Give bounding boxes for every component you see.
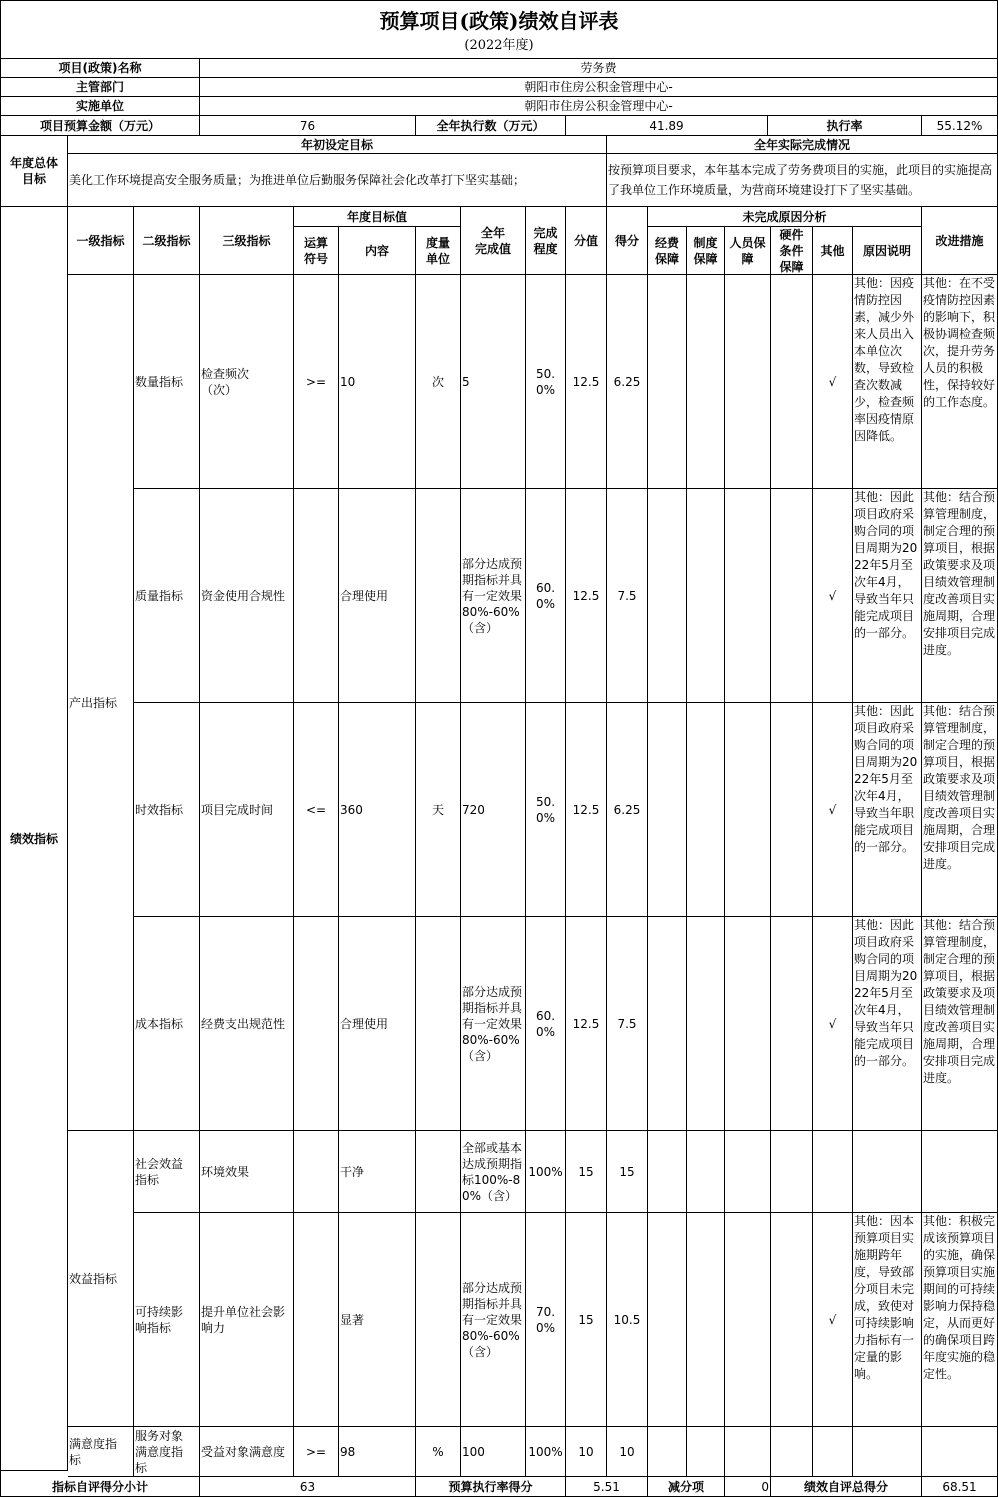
unit-value: 朝阳市住房公积金管理中心-	[200, 97, 998, 116]
score-cell: 12.5	[566, 275, 607, 489]
reason-staff-cell	[725, 917, 771, 1131]
reason-system-cell	[687, 1213, 725, 1427]
level3-cell: 环境效果	[200, 1131, 294, 1213]
actual-goal-header: 全年实际完成情况	[607, 136, 998, 154]
reason-other-cell: √	[813, 917, 853, 1131]
reason-hardware-cell	[771, 489, 813, 703]
deduct-value: 0	[725, 1477, 771, 1497]
page-title: 预算项目(政策)绩效自评表	[1, 1, 998, 41]
reason-funding-cell	[648, 489, 687, 703]
reason-hardware-header: 硬件 条件 保障	[771, 227, 813, 275]
op-cell	[294, 1213, 339, 1427]
completion-cell: 50.0%	[526, 703, 566, 917]
reason-staff-cell	[725, 1427, 771, 1477]
level3-cell: 受益对象满意度	[200, 1427, 294, 1477]
reason-hardware-cell	[771, 275, 813, 489]
unit-cell	[416, 1131, 461, 1213]
reason-note-cell: 其他：因本预算项目实施期跨年度，导致部分项目未完成，致使对可持续影响力指标有一定量的影响。	[853, 1213, 922, 1427]
level2-cell: 可持续影 响指标	[134, 1213, 200, 1427]
exec-value: 41.89	[566, 116, 768, 136]
op-cell	[294, 1131, 339, 1213]
reason-hardware-cell	[771, 1131, 813, 1213]
budget-value: 76	[200, 116, 416, 136]
op-cell: <=	[294, 703, 339, 917]
score-cell: 12.5	[566, 917, 607, 1131]
unit-cell	[416, 1213, 461, 1427]
reason-hardware-cell	[771, 703, 813, 917]
reason-note-cell: 其他：因此项目政府采购合同的项目周期为2022年5月至次年4月，导致当年职能完成项目的一部分。	[853, 703, 922, 917]
op-cell	[294, 489, 339, 703]
completion-header: 完成 程度	[526, 207, 566, 275]
content-cell: 干净	[339, 1131, 416, 1213]
got-cell: 7.5	[607, 917, 648, 1131]
op-header: 运算 符号	[294, 227, 339, 275]
total-label: 绩效自评总得分	[771, 1477, 922, 1497]
score-cell: 12.5	[566, 489, 607, 703]
actual-goal-text: 按预算项目要求，本年基本完成了劳务费项目的实施，此项目的实施提高了我单位工作环境质量，为营商环境建设打下了坚实基础。	[607, 154, 998, 207]
reason-note-header: 原因说明	[853, 227, 922, 275]
exec-score-label: 预算执行率得分	[416, 1477, 566, 1497]
level3-cell: 提升单位社会影响力	[200, 1213, 294, 1427]
got-cell: 6.25	[607, 275, 648, 489]
reason-funding-cell	[648, 703, 687, 917]
op-cell: >=	[294, 275, 339, 489]
reason-hardware-cell	[771, 1213, 813, 1427]
reason-system-cell	[687, 489, 725, 703]
reason-funding-cell	[648, 1131, 687, 1213]
reason-note-cell: 其他：因疫情防控因素，减少外来人员出入本单位次数，导致检查次数减少，检查频率因疫情原因降低。	[853, 275, 922, 489]
budget-label: 项目预算金额（万元）	[1, 116, 200, 136]
level2-cell: 社会效益 指标	[134, 1131, 200, 1213]
level1-satisfaction: 满意度指 标	[68, 1427, 134, 1477]
reason-system-cell	[687, 1131, 725, 1213]
got-cell: 15	[607, 1131, 648, 1213]
improve-cell: 其他：在不受疫情防控因素的影响下，积极协调检查频次，提升劳务人员的积极性，保持较好的工作态度。	[922, 275, 998, 489]
reason-system-cell	[687, 917, 725, 1131]
unit-cell: %	[416, 1427, 461, 1477]
reason-other-cell: √	[813, 703, 853, 917]
exec-label: 全年执行数（万元）	[416, 116, 566, 136]
content-cell: 360	[339, 703, 416, 917]
level2-cell: 时效指标	[134, 703, 200, 917]
level3-cell: 资金使用合规性	[200, 489, 294, 703]
op-cell	[294, 917, 339, 1131]
level1-header: 一级指标	[68, 207, 134, 275]
content-header: 内容	[339, 227, 416, 275]
level2-cell: 成本指标	[134, 917, 200, 1131]
perf-indicators-label: 绩效指标	[1, 207, 68, 1471]
score-cell: 15	[566, 1213, 607, 1427]
reason-hardware-cell	[771, 1427, 813, 1477]
completion-cell: 60.0%	[526, 489, 566, 703]
unit-cell: 次	[416, 275, 461, 489]
completion-cell: 100%	[526, 1427, 566, 1477]
actual-value-cell: 部分达成预期指标并具有一定效果80%-60%（含）	[461, 917, 526, 1131]
unit-cell	[416, 917, 461, 1131]
actual-value-cell: 100	[461, 1427, 526, 1477]
unit-header: 度量 单位	[416, 227, 461, 275]
completion-cell: 70.0%	[526, 1213, 566, 1427]
reason-staff-header: 人员保 障	[725, 227, 771, 275]
got-cell: 6.25	[607, 703, 648, 917]
score-cell: 15	[566, 1131, 607, 1213]
unit-cell: 天	[416, 703, 461, 917]
project-name-value: 劳务费	[200, 59, 998, 78]
reason-other-cell	[813, 1131, 853, 1213]
reason-funding-cell	[648, 917, 687, 1131]
reason-staff-cell	[725, 1131, 771, 1213]
annual-goal-label: 年度总体 目标	[1, 136, 68, 207]
reason-other-cell: √	[813, 489, 853, 703]
reason-note-cell: 其他：因此项目政府采购合同的项目周期为2022年5月至次年4月，导致当年只能完成项目的一部分。	[853, 489, 922, 703]
rate-value: 55.12%	[922, 116, 998, 136]
reason-system-cell	[687, 703, 725, 917]
level3-cell: 经费支出规范性	[200, 917, 294, 1131]
reason-other-header: 其他	[813, 227, 853, 275]
completion-cell: 100%	[526, 1131, 566, 1213]
report-year: (2022年度)	[1, 33, 998, 59]
reason-system-cell	[687, 1427, 725, 1477]
initial-goal-text: 美化工作环境提高安全服务质量；为推进单位后勤服务保障社会化改革打下坚实基础；	[68, 154, 607, 207]
level3-header: 三级指标	[200, 207, 294, 275]
rate-label: 执行率	[768, 116, 922, 136]
score-header: 分值	[566, 207, 607, 275]
actual-value-cell: 720	[461, 703, 526, 917]
reason-note-cell: 其他：因此项目政府采购合同的项目周期为2022年5月至次年4月，导致当年只能完成项目的一部分。	[853, 917, 922, 1131]
improve-cell	[922, 1131, 998, 1213]
content-cell: 合理使用	[339, 917, 416, 1131]
reason-note-cell	[853, 1427, 922, 1477]
subtotal-label: 指标自评得分小计	[1, 1477, 200, 1497]
reason-staff-cell	[725, 275, 771, 489]
reason-funding-cell	[648, 1427, 687, 1477]
level1-benefit: 效益指标	[68, 1131, 134, 1427]
reason-funding-cell	[648, 275, 687, 489]
actual-value-cell: 部分达成预期指标并具有一定效果80%-60%（含）	[461, 489, 526, 703]
got-cell: 7.5	[607, 489, 648, 703]
improve-cell	[922, 1427, 998, 1477]
reason-other-cell	[813, 1427, 853, 1477]
dept-value: 朝阳市住房公积金管理中心-	[200, 78, 998, 97]
reason-system-cell	[687, 275, 725, 489]
content-cell: 合理使用	[339, 489, 416, 703]
actual-value-header: 全年 完成值	[461, 207, 526, 275]
reason-staff-cell	[725, 1213, 771, 1427]
reason-staff-cell	[725, 703, 771, 917]
dept-label: 主管部门	[1, 78, 200, 97]
reason-other-cell: √	[813, 275, 853, 489]
reason-hardware-cell	[771, 917, 813, 1131]
level1-output: 产出指标	[68, 275, 134, 1131]
initial-goal-header: 年初设定目标	[68, 136, 607, 154]
subtotal-value: 63	[200, 1477, 416, 1497]
total-value: 68.51	[922, 1477, 998, 1497]
improve-header: 改进措施	[922, 207, 998, 275]
content-cell: 10	[339, 275, 416, 489]
reason-other-cell: √	[813, 1213, 853, 1427]
got-header: 得分	[607, 207, 648, 275]
reason-staff-cell	[725, 489, 771, 703]
project-name-label: 项目(政策)名称	[1, 59, 200, 78]
actual-value-cell: 全部或基本达成预期指标100%-80%（含）	[461, 1131, 526, 1213]
score-cell: 10	[566, 1427, 607, 1477]
level3-cell: 项目完成时间	[200, 703, 294, 917]
target-group-header: 年度目标值	[294, 207, 461, 227]
unit-label: 实施单位	[1, 97, 200, 116]
reason-note-cell	[853, 1131, 922, 1213]
reason-system-header: 制度 保障	[687, 227, 725, 275]
exec-score-value: 5.51	[566, 1477, 648, 1497]
reason-funding-cell	[648, 1213, 687, 1427]
actual-value-cell: 5	[461, 275, 526, 489]
content-cell: 显著	[339, 1213, 416, 1427]
actual-value-cell: 部分达成预期指标并具有一定效果80%-60%（含）	[461, 1213, 526, 1427]
reason-group-header: 未完成原因分析	[648, 207, 922, 227]
got-cell: 10.5	[607, 1213, 648, 1427]
op-cell: >=	[294, 1427, 339, 1477]
unit-cell	[416, 489, 461, 703]
improve-cell: 其他：积极完成该预算项目的实施，确保预算项目实施期间的可持续影响力保持稳定，从而更好的确保项目跨年度实施的稳定性。	[922, 1213, 998, 1427]
got-cell: 10	[607, 1427, 648, 1477]
reason-funding-header: 经费 保障	[648, 227, 687, 275]
score-cell: 12.5	[566, 703, 607, 917]
improve-cell: 其他：结合预算管理制度，制定合理的预算项目，根据政策要求及项目绩效管理制度改善项目实施周期，合理安排项目完成进度。	[922, 489, 998, 703]
level2-cell: 数量指标	[134, 275, 200, 489]
level2-cell: 质量指标	[134, 489, 200, 703]
completion-cell: 50.0%	[526, 275, 566, 489]
improve-cell: 其他：结合预算管理制度，制定合理的预算项目，根据政策要求及项目绩效管理制度改善项目实施周期，合理安排项目完成进度。	[922, 703, 998, 917]
level2-header: 二级指标	[134, 207, 200, 275]
deduct-label: 减分项	[648, 1477, 725, 1497]
completion-cell: 60.0%	[526, 917, 566, 1131]
content-cell: 98	[339, 1427, 416, 1477]
level2-cell: 服务对象 满意度指 标	[134, 1427, 200, 1477]
level3-cell: 检查频次 （次）	[200, 275, 294, 489]
improve-cell: 其他：结合预算管理制度，制定合理的预算项目，根据政策要求及项目绩效管理制度改善项目实施周期，合理安排项目完成进度。	[922, 917, 998, 1131]
